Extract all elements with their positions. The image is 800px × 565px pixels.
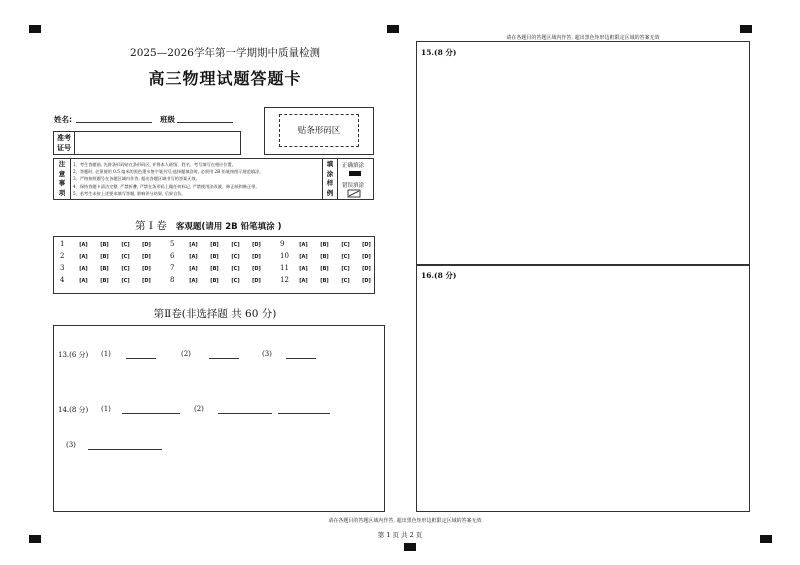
mcq-option-bubble[interactable]: [C] — [121, 266, 130, 272]
mcq-question-number: 9 — [280, 240, 285, 248]
registration-mark-bottom-center — [404, 543, 416, 551]
mcq-option-bubble[interactable]: [C] — [231, 242, 240, 248]
student-id-divider — [74, 131, 75, 155]
mcq-question-number: 7 — [170, 264, 175, 272]
q16-answer-area[interactable] — [416, 265, 750, 512]
mcq-question-row — [170, 264, 270, 272]
mcq-option-bubble[interactable]: [B] — [320, 278, 329, 284]
mcq-option-bubble[interactable]: [A] — [79, 242, 88, 248]
mcq-option-bubble[interactable]: [C] — [341, 266, 350, 272]
note-item: 4、保持答题卡清洁完整, 严禁折叠, 严禁在条形码上做任何标记, 严禁使用涂改液、修正纸和修正带。 — [73, 183, 260, 189]
exam-title: 2025—2026学年第一学期期中质量检测 — [130, 47, 320, 59]
q14-part2-answer-a[interactable] — [218, 413, 272, 414]
mcq-option-bubble[interactable]: [B] — [210, 266, 219, 272]
mcq-option-bubble[interactable]: [A] — [189, 242, 198, 248]
mcq-question-number: 2 — [60, 252, 65, 260]
mcq-option-bubble[interactable]: [D] — [252, 278, 261, 284]
mcq-option-bubble[interactable]: [B] — [100, 242, 109, 248]
student-id-box[interactable] — [53, 131, 241, 155]
section1-roman: 第 I 卷 — [135, 220, 167, 232]
mcq-question-number: 12 — [280, 276, 289, 284]
mcq-question-row — [170, 252, 270, 260]
mcq-question-row — [60, 240, 160, 248]
notes-list — [73, 161, 321, 197]
mcq-question-row — [280, 252, 380, 260]
fill-example-label: 填 涂 样 例 — [326, 160, 334, 197]
q13-part1-answer[interactable] — [126, 358, 156, 359]
mcq-question-row — [280, 276, 380, 284]
q15-label: 15.(8 分) — [421, 48, 457, 57]
note-item: 3、严格按照题号在各题区域内作答, 超出答题区域书写的答案无效。 — [73, 176, 200, 182]
mcq-option-bubble[interactable]: [A] — [79, 266, 88, 272]
notes-divider-right — [322, 158, 323, 200]
mcq-option-bubble[interactable]: [C] — [341, 278, 350, 284]
mcq-option-bubble[interactable]: [D] — [142, 254, 151, 260]
q14-part3-answer[interactable] — [88, 449, 162, 450]
mcq-option-bubble[interactable]: [B] — [210, 278, 219, 284]
q13-label: 13.(6 分) — [58, 351, 89, 359]
q14-part3-label: (3) — [66, 441, 76, 449]
mcq-option-bubble[interactable]: [D] — [142, 266, 151, 272]
q14-part1-label: (1) — [101, 405, 111, 413]
registration-mark-bottom-right — [760, 535, 772, 543]
registration-mark-top-left — [29, 25, 41, 33]
q14-part2-answer-b[interactable] — [278, 413, 330, 414]
mcq-option-bubble[interactable]: [B] — [210, 242, 219, 248]
mcq-option-bubble[interactable]: [D] — [252, 242, 261, 248]
notes-label: 注 意 事 项 — [58, 160, 66, 197]
mcq-question-number: 6 — [170, 252, 175, 260]
name-label: 姓名: — [54, 115, 72, 124]
registration-mark-bottom-left — [29, 535, 41, 543]
mcq-option-bubble[interactable]: [A] — [189, 266, 198, 272]
registration-mark-top-right — [740, 25, 752, 33]
mcq-option-bubble[interactable]: [D] — [362, 254, 371, 260]
note-item: 1、考生答题前, 先将条形码贴在条形码区, 并将本人班级、姓名、考号填写在相应位置。 — [73, 162, 236, 167]
mcq-option-bubble[interactable]: [C] — [231, 266, 240, 272]
mcq-option-bubble[interactable]: [C] — [121, 254, 130, 260]
mcq-question-number: 5 — [170, 240, 175, 248]
mcq-option-bubble[interactable]: [D] — [252, 266, 261, 272]
q15-answer-area[interactable] — [416, 41, 750, 265]
mcq-question-row — [170, 240, 270, 248]
section2-title: 第Ⅱ卷(非选择题 共 60 分) — [153, 308, 277, 320]
mcq-option-bubble[interactable]: [D] — [362, 278, 371, 284]
q13-part2-label: (2) — [181, 350, 191, 358]
mcq-option-bubble[interactable]: [A] — [299, 266, 308, 272]
mcq-question-number: 1 — [60, 240, 65, 248]
mcq-question-row — [170, 276, 270, 284]
wrong-fill-example — [347, 189, 361, 198]
q16-label: 16.(8 分) — [421, 271, 457, 280]
mcq-option-bubble[interactable]: [C] — [341, 254, 350, 260]
correct-fill-label: 正确填涂 — [342, 163, 365, 169]
mcq-option-bubble[interactable]: [C] — [341, 242, 350, 248]
mcq-question-number: 3 — [60, 264, 65, 272]
section1-title: 客观题(请用 2B 铅笔填涂 ) — [175, 222, 282, 232]
mcq-option-bubble[interactable]: [B] — [100, 254, 109, 260]
q14-part1-answer[interactable] — [122, 413, 180, 414]
mcq-option-bubble[interactable]: [B] — [100, 266, 109, 272]
q13-part3-answer[interactable] — [286, 358, 316, 359]
mcq-question-row — [280, 240, 380, 248]
footer-note: 请在各题目的答题区域内作答, 超出黑色矩形边框限定区域的答案无效 — [328, 518, 482, 524]
mcq-question-number: 8 — [170, 276, 175, 284]
mcq-option-bubble[interactable]: [B] — [320, 266, 329, 272]
q13-part3-label: (3) — [262, 350, 272, 358]
mcq-option-bubble[interactable]: [C] — [121, 278, 130, 284]
notes-divider-left — [70, 158, 71, 200]
q13-part2-answer[interactable] — [209, 358, 239, 359]
mcq-question-number: 4 — [60, 276, 65, 284]
name-field[interactable] — [76, 122, 152, 123]
mcq-option-bubble[interactable]: [B] — [320, 254, 329, 260]
section1-heading — [135, 214, 281, 233]
mcq-option-bubble[interactable]: [D] — [362, 242, 371, 248]
barcode-label: 贴条形码区 — [297, 126, 341, 136]
mcq-option-bubble[interactable]: [A] — [79, 278, 88, 284]
mcq-option-bubble[interactable]: [B] — [210, 254, 219, 260]
fill-example-divider — [337, 158, 338, 200]
mcq-option-bubble[interactable]: [A] — [299, 242, 308, 248]
mcq-option-bubble[interactable]: [A] — [299, 278, 308, 284]
mcq-option-bubble[interactable]: [D] — [362, 266, 371, 272]
q14-label: 14.(8 分) — [58, 406, 89, 414]
mcq-option-bubble[interactable]: [D] — [142, 242, 151, 248]
mcq-option-bubble[interactable]: [C] — [231, 278, 240, 284]
mcq-option-bubble[interactable]: [B] — [100, 278, 109, 284]
mcq-question-row — [60, 276, 160, 284]
mcq-option-bubble[interactable]: [A] — [189, 254, 198, 260]
mcq-option-bubble[interactable]: [A] — [79, 254, 88, 260]
wrong-fill-label: 错误填涂 — [342, 183, 365, 189]
class-field[interactable] — [177, 122, 233, 123]
mcq-question-row — [280, 264, 380, 272]
mcq-option-bubble[interactable]: [C] — [231, 254, 240, 260]
registration-mark-top-center — [387, 25, 399, 33]
note-item: 5、若考生未按上述要求填写答题, 影响评分结果, 后果自负。 — [73, 190, 186, 196]
mcq-option-bubble[interactable]: [A] — [189, 278, 198, 284]
mcq-option-bubble[interactable]: [B] — [320, 242, 329, 248]
class-label: 班级 — [160, 115, 175, 124]
mcq-option-bubble[interactable]: [D] — [142, 278, 151, 284]
mcq-question-number: 11 — [280, 264, 289, 272]
mcq-option-bubble[interactable]: [A] — [299, 254, 308, 260]
note-item: 2、答题时, 必须使用 0.5 毫米的黑色墨水签字笔书写;选择题填涂时, 必须用 2B 铅笔按图示规范填涂。 — [73, 169, 264, 175]
card-title: 高三物理试题答题卡 — [148, 69, 302, 88]
mcq-option-bubble[interactable]: [D] — [252, 254, 261, 260]
student-id-label: 准考 证号 — [57, 134, 71, 152]
page-number: 第 1 页 共 2 页 — [377, 531, 423, 539]
mcq-option-bubble[interactable]: [C] — [121, 242, 130, 248]
right-top-note: 请在各题目的答题区域内作答, 超出黑色矩形边框限定区域的答案无效 — [506, 35, 660, 41]
mcq-question-row — [60, 252, 160, 260]
correct-fill-example — [349, 171, 361, 176]
mcq-question-row — [60, 264, 160, 272]
mcq-question-number: 10 — [280, 252, 289, 260]
q13-part1-label: (1) — [101, 350, 111, 358]
q14-part2-label: (2) — [194, 405, 204, 413]
